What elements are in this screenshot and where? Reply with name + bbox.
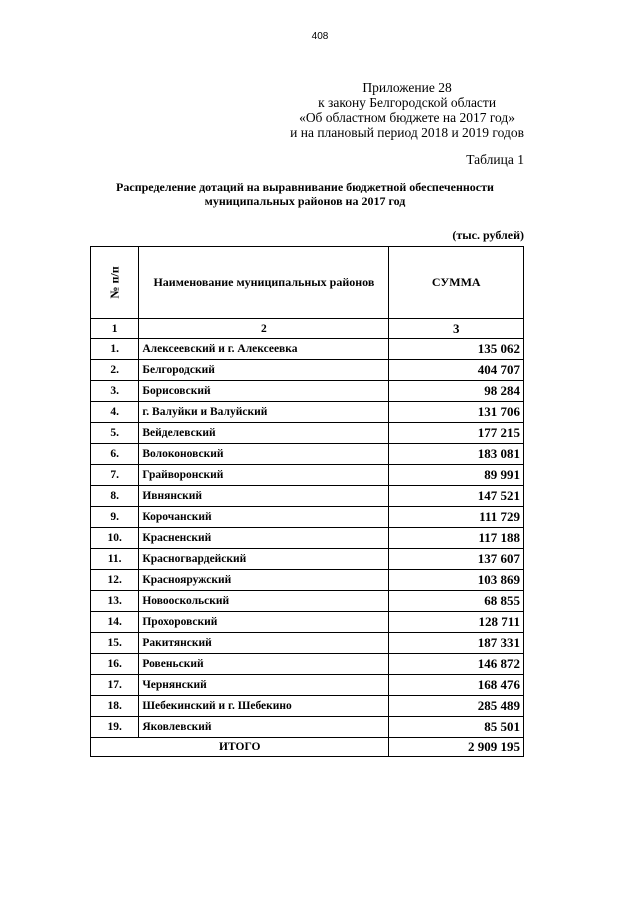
table-row [91, 612, 524, 633]
row-sum: 111 729 [389, 507, 524, 528]
table-row [91, 486, 524, 507]
row-num: 10. [91, 528, 139, 549]
table-row [91, 339, 524, 360]
row-sum: 131 706 [389, 402, 524, 423]
row-num: 8. [91, 486, 139, 507]
row-num: 19. [91, 717, 139, 738]
header-num [91, 247, 139, 319]
row-name: Чернянский [139, 675, 389, 696]
table-row [91, 381, 524, 402]
table-row [91, 717, 524, 738]
row-name: Корочанский [139, 507, 389, 528]
row-name: Краснояружский [139, 570, 389, 591]
row-sum: 183 081 [389, 444, 524, 465]
appendix-line-4: и на плановый период 2018 и 2019 годов [290, 125, 524, 140]
row-num: 12. [91, 570, 139, 591]
table-body [91, 339, 524, 738]
row-sum: 128 711 [389, 612, 524, 633]
row-sum: 103 869 [389, 570, 524, 591]
row-num: 18. [91, 696, 139, 717]
row-num: 5. [91, 423, 139, 444]
row-sum: 68 855 [389, 591, 524, 612]
total-label: ИТОГО [91, 738, 389, 757]
row-name: Вейделевский [139, 423, 389, 444]
table-row [91, 549, 524, 570]
row-name: Ивнянский [139, 486, 389, 507]
appendix-line-1: Приложение 28 [362, 80, 452, 95]
row-num: 11. [91, 549, 139, 570]
table-row [91, 570, 524, 591]
row-num: 6. [91, 444, 139, 465]
row-num: 14. [91, 612, 139, 633]
title-line-1: Распределение дотаций на выравнивание бюджетной обеспеченности [116, 180, 494, 194]
table-row [91, 675, 524, 696]
row-name: Ровеньский [139, 654, 389, 675]
table-row [91, 528, 524, 549]
table-row [91, 402, 524, 423]
header-name: Наименование муниципальных районов [139, 247, 389, 319]
row-name: Новооскольский [139, 591, 389, 612]
table-row [91, 360, 524, 381]
page-number: 408 [311, 31, 329, 42]
table-row [91, 444, 524, 465]
column-number-2: 2 [139, 319, 389, 339]
table-row [91, 696, 524, 717]
column-number-3: 3 [389, 319, 524, 339]
row-num: 1. [91, 339, 139, 360]
row-name: г. Валуйки и Валуйский [139, 402, 389, 423]
title-line-2: муниципальных районов на 2017 год [204, 194, 406, 208]
appendix-line-3: «Об областном бюджете на 2017 год» [299, 110, 516, 125]
appendix-line-2: к закону Белгородской области [318, 95, 497, 110]
row-num: 9. [91, 507, 139, 528]
row-sum: 147 521 [389, 486, 524, 507]
row-name: Грайворонский [139, 465, 389, 486]
table-header-row [91, 247, 524, 319]
row-sum: 187 331 [389, 633, 524, 654]
row-num: 4. [91, 402, 139, 423]
row-num: 3. [91, 381, 139, 402]
row-num: 16. [91, 654, 139, 675]
row-sum: 85 501 [389, 717, 524, 738]
row-num: 15. [91, 633, 139, 654]
row-name: Прохоровский [139, 612, 389, 633]
table-row [91, 507, 524, 528]
row-name: Красненский [139, 528, 389, 549]
header-num-label: № п/п [107, 266, 122, 299]
subsidy-table [90, 246, 524, 757]
row-sum: 146 872 [389, 654, 524, 675]
row-num: 7. [91, 465, 139, 486]
table-row [91, 654, 524, 675]
row-name: Шебекинский и г. Шебекино [139, 696, 389, 717]
column-number-1: 1 [91, 319, 139, 339]
table-label: Таблица 1 [466, 152, 524, 167]
row-name: Волоконовский [139, 444, 389, 465]
appendix-block [290, 80, 524, 140]
row-name: Белгородский [139, 360, 389, 381]
table-row [91, 465, 524, 486]
column-number-row [91, 319, 524, 339]
row-sum: 117 188 [389, 528, 524, 549]
row-name: Ракитянский [139, 633, 389, 654]
row-sum: 135 062 [389, 339, 524, 360]
header-sum: СУММА [389, 247, 524, 319]
table-row [91, 633, 524, 654]
row-sum: 404 707 [389, 360, 524, 381]
total-row [91, 738, 524, 757]
total-sum: 2 909 195 [389, 738, 524, 757]
row-num: 2. [91, 360, 139, 381]
table-row [91, 591, 524, 612]
row-name: Красногвардейский [139, 549, 389, 570]
row-sum: 285 489 [389, 696, 524, 717]
row-name: Яковлевский [139, 717, 389, 738]
row-sum: 177 215 [389, 423, 524, 444]
row-sum: 168 476 [389, 675, 524, 696]
row-num: 13. [91, 591, 139, 612]
row-name: Алексеевский и г. Алексеевка [139, 339, 389, 360]
row-name: Борисовский [139, 381, 389, 402]
row-sum: 137 607 [389, 549, 524, 570]
row-sum: 89 991 [389, 465, 524, 486]
row-sum: 98 284 [389, 381, 524, 402]
row-num: 17. [91, 675, 139, 696]
document-title [90, 180, 520, 208]
units-label: (тыс. рублей) [452, 228, 524, 242]
table-row [91, 423, 524, 444]
